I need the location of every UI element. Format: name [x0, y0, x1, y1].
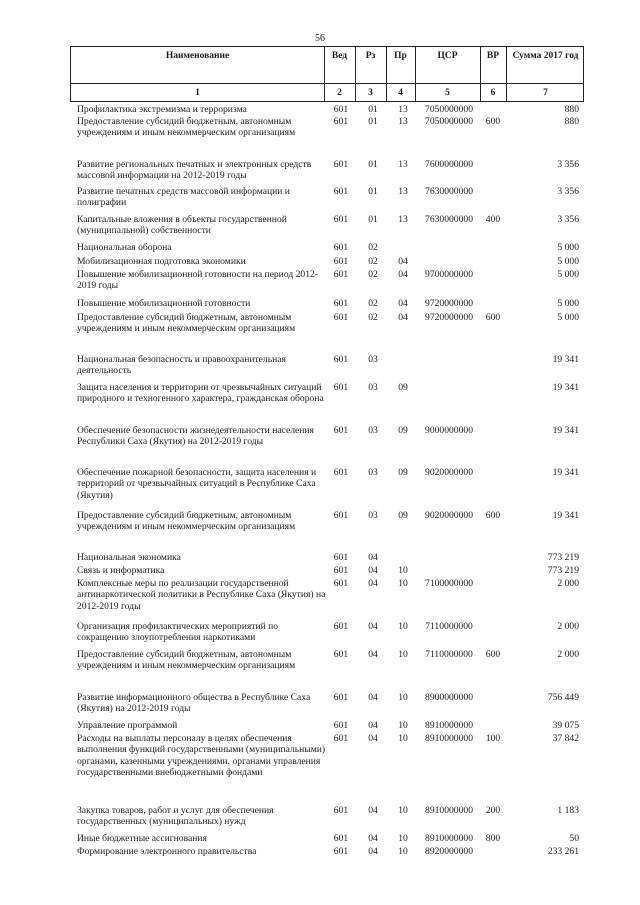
col-number-4: 4: [398, 88, 403, 98]
row-rz: 04: [368, 692, 378, 703]
row-name: Повышение мобилизационной готовности: [77, 298, 251, 309]
row-rz: 04: [368, 846, 378, 857]
row-ved: 601: [333, 159, 349, 170]
row-pr: 10: [398, 805, 408, 816]
row-sum: 880: [564, 104, 579, 115]
row-ved: 601: [333, 621, 349, 632]
row-pr: 10: [398, 733, 408, 744]
row-rz: 04: [368, 833, 378, 844]
col-number-5: 5: [445, 88, 450, 98]
row-name: Профилактика экстремизма и терроризма: [77, 104, 247, 115]
row-name: Комплексные меры по реализации государственной антинаркотической политики в Республике Саха (Якутия) на 2012-2019 годы: [77, 578, 326, 612]
row-name: Национальная оборона: [77, 242, 172, 253]
row-sum: 5 000: [557, 242, 579, 253]
header-csr: ЦСР: [437, 51, 458, 61]
row-sum: 773 219: [547, 565, 579, 576]
row-name: Развитие печатных средств массовой информации и полиграфии: [77, 186, 290, 209]
row-ved: 601: [333, 833, 349, 844]
row-name: Развитие информационного общества в Республике Саха (Якутия) на 2012-2019 годы: [77, 692, 311, 715]
row-ved: 601: [333, 552, 349, 563]
col-number-6: 6: [490, 88, 496, 98]
row-pr: 09: [398, 510, 408, 521]
row-name: Обеспечение безопасности жизнедеятельности населения Республики Саха (Якутия) на 2012-2019 годы: [77, 425, 314, 448]
row-pr: 04: [398, 269, 408, 280]
row-csr: 7100000000: [425, 578, 473, 589]
row-rz: 03: [368, 354, 378, 365]
header-name: Наименование: [165, 51, 230, 61]
col-number-1: 1: [195, 88, 200, 98]
row-pr: 04: [398, 312, 408, 323]
row-vr: 400: [485, 214, 501, 225]
row-name: Иные бюджетные ассигнования: [77, 833, 207, 844]
row-rz: 03: [368, 467, 378, 478]
row-ved: 601: [333, 312, 349, 323]
row-name: Предоставление субсидий бюджетным, автономным учреждениям и иным некоммерческим организациям: [77, 649, 296, 672]
row-sum: 756 449: [547, 692, 579, 703]
row-ved: 601: [333, 298, 349, 309]
row-sum: 880: [564, 116, 579, 127]
row-ved: 601: [333, 269, 349, 280]
row-pr: 10: [398, 621, 408, 632]
row-pr: 10: [398, 692, 408, 703]
row-sum: 5 000: [557, 256, 579, 267]
row-rz: 03: [368, 510, 378, 521]
row-name: Национальная экономика: [77, 552, 181, 563]
row-sum: 2 000: [557, 649, 579, 660]
row-csr: 8920000000: [425, 846, 473, 857]
row-sum: 3 356: [557, 186, 579, 197]
row-rz: 04: [368, 733, 378, 744]
row-name: Развитие региональных печатных и электронных средств массовой информации на 2012-2019 годы: [77, 159, 312, 182]
row-ved: 601: [333, 733, 349, 744]
row-rz: 04: [368, 805, 378, 816]
row-ved: 601: [333, 186, 349, 197]
row-csr: 7050000000: [425, 104, 473, 115]
row-rz: 02: [368, 256, 378, 267]
header-ved: Вед: [331, 51, 348, 61]
row-rz: 03: [368, 382, 378, 393]
row-name: Формирование электронного правительства: [77, 846, 257, 857]
row-ved: 601: [333, 805, 349, 816]
row-vr: 200: [485, 805, 501, 816]
row-vr: 100: [485, 733, 501, 744]
row-ved: 601: [333, 242, 349, 253]
row-csr: 7630000000: [425, 214, 473, 225]
row-rz: 04: [368, 621, 378, 632]
header-sum: Сумма 2017 год: [512, 51, 579, 61]
row-ved: 601: [333, 104, 349, 115]
row-sum: 1 183: [557, 805, 579, 816]
row-csr: 9700000000: [425, 269, 473, 280]
row-ved: 601: [333, 692, 349, 703]
page-number: 56: [315, 33, 325, 44]
row-rz: 04: [368, 720, 378, 731]
row-name: Капитальные вложения в объекты государственной (муниципальной) собственности: [77, 214, 287, 237]
row-name: Закупка товаров, работ и услуг для обеспечения государственных (муниципальных) нужд: [77, 805, 274, 828]
row-vr: 600: [485, 312, 501, 323]
row-ved: 601: [333, 720, 349, 731]
row-rz: 01: [368, 104, 378, 115]
row-vr: 600: [485, 116, 501, 127]
row-csr: 9000000000: [425, 425, 473, 436]
row-pr: 13: [398, 214, 408, 225]
row-csr: 8900000000: [425, 692, 473, 703]
row-ved: 601: [333, 214, 349, 225]
row-pr: 10: [398, 649, 408, 660]
row-rz: 01: [368, 186, 378, 197]
row-rz: 04: [368, 565, 378, 576]
row-name: Предоставление субсидий бюджетным, автономным учреждениям и иным некоммерческим организациям: [77, 510, 296, 533]
row-sum: 19 341: [552, 354, 579, 365]
row-rz: 04: [368, 578, 378, 589]
header-pr: Пр: [394, 51, 407, 61]
row-csr: 9020000000: [425, 467, 473, 478]
row-csr: 8910000000: [425, 805, 473, 816]
row-rz: 01: [368, 214, 378, 225]
row-sum: 19 341: [552, 425, 579, 436]
row-name: Защита населения и территории от чрезвычайных ситуаций природного и техногенного характера, гражданская оборона: [77, 382, 324, 405]
row-sum: 3 356: [557, 159, 579, 170]
row-vr: 600: [485, 649, 501, 660]
row-csr: 9720000000: [425, 312, 473, 323]
row-rz: 01: [368, 159, 378, 170]
row-sum: 5 000: [557, 312, 579, 323]
row-sum: 2 000: [557, 621, 579, 632]
row-sum: 5 000: [557, 298, 579, 309]
row-ved: 601: [333, 510, 349, 521]
row-sum: 19 341: [552, 467, 579, 478]
row-pr: 13: [398, 116, 408, 127]
row-vr: 800: [485, 833, 501, 844]
row-rz: 03: [368, 425, 378, 436]
row-rz: 02: [368, 242, 378, 253]
row-csr: 7630000000: [425, 186, 473, 197]
row-csr: 8910000000: [425, 720, 473, 731]
row-pr: 10: [398, 720, 408, 731]
row-name: Предоставление субсидий бюджетным, автономным учреждениям и иным некоммерческим организациям: [77, 116, 296, 139]
row-csr: 9720000000: [425, 298, 473, 309]
row-rz: 04: [368, 552, 378, 563]
row-pr: 09: [398, 425, 408, 436]
row-rz: 04: [368, 649, 378, 660]
row-name: Управление программой: [77, 720, 178, 731]
row-name: Мобилизационная подготовка экономики: [77, 256, 246, 267]
row-sum: 3 356: [557, 214, 579, 225]
row-ved: 601: [333, 354, 349, 365]
row-csr: 9020000000: [425, 510, 473, 521]
row-sum: 19 341: [552, 382, 579, 393]
row-sum: 19 341: [552, 510, 579, 521]
row-name: Предоставление субсидий бюджетным, автономным учреждениям и иным некоммерческим организациям: [77, 312, 296, 335]
row-csr: 7110000000: [425, 649, 473, 660]
row-pr: 04: [398, 298, 408, 309]
row-sum: 233 261: [547, 846, 579, 857]
row-pr: 13: [398, 186, 408, 197]
row-pr: 09: [398, 467, 408, 478]
row-name: Повышение мобилизационной готовности на период 2012-2019 годы: [77, 269, 318, 292]
row-sum: 50: [569, 833, 579, 844]
row-pr: 10: [398, 833, 408, 844]
col-number-3: 3: [368, 88, 373, 98]
header-rz: Рз: [365, 51, 376, 61]
row-pr: 13: [398, 104, 408, 115]
row-name: Обеспечение пожарной безопасности, защита населения и территорий от чрезвычайных ситуаций в Республике Саха (Якутия): [77, 467, 317, 501]
col-number-2: 2: [337, 88, 342, 98]
row-ved: 601: [333, 467, 349, 478]
row-ved: 601: [333, 578, 349, 589]
row-sum: 773 219: [547, 552, 579, 563]
row-sum: 37 842: [552, 733, 579, 744]
row-csr: 7600000000: [425, 159, 473, 170]
row-ved: 601: [333, 116, 349, 127]
row-sum: 5 000: [557, 269, 579, 280]
row-pr: 10: [398, 578, 408, 589]
row-ved: 601: [333, 382, 349, 393]
row-rz: 02: [368, 269, 378, 280]
row-ved: 601: [333, 565, 349, 576]
row-name: Связь и информатика: [77, 565, 165, 576]
header-vr: ВР: [486, 51, 500, 61]
row-csr: 8910000000: [425, 833, 473, 844]
row-ved: 601: [333, 425, 349, 436]
row-sum: 2 000: [557, 578, 579, 589]
row-name: Национальная безопасность и правоохранительная деятельность: [77, 354, 286, 377]
row-rz: 02: [368, 312, 378, 323]
row-name: Расходы на выплаты персоналу в целях обеспечения выполнения функций государственными (муниципальными) органами, казенными учреждениями, органами управления государственными внебюджетными фондами: [77, 733, 326, 779]
row-pr: 09: [398, 382, 408, 393]
row-pr: 13: [398, 159, 408, 170]
col-number-7: 7: [543, 88, 548, 98]
row-pr: 10: [398, 565, 408, 576]
row-sum: 39 075: [552, 720, 579, 731]
row-ved: 601: [333, 649, 349, 660]
row-ved: 601: [333, 846, 349, 857]
row-name: Организация профилактических мероприятий по сокращению злоупотребления наркотиками: [77, 621, 279, 644]
row-csr: 7050000000: [425, 116, 473, 127]
row-vr: 600: [485, 510, 501, 521]
row-csr: 8910000000: [425, 733, 473, 744]
row-pr: 04: [398, 256, 408, 267]
row-csr: 7110000000: [425, 621, 473, 632]
row-pr: 10: [398, 846, 408, 857]
row-rz: 02: [368, 298, 378, 309]
row-rz: 01: [368, 116, 378, 127]
row-ved: 601: [333, 256, 349, 267]
